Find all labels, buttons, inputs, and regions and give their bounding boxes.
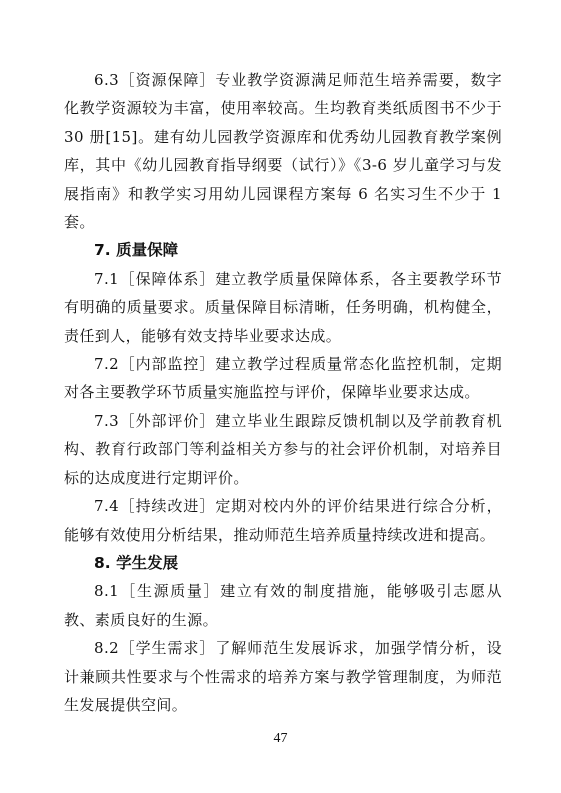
document-body: [64, 66, 502, 719]
section-heading-7: 7. 质量保障: [94, 241, 179, 260]
paragraph-7-1: 7.1［保障体系］建立教学质量保障体系，各主要教学环节有明确的质量要求。质量保障目标清晰，任务明确，机构健全，责任到人，能够有效支持毕业要求达成。: [64, 269, 502, 345]
paragraph-8-2: 8.2［学生需求］了解师范生发展诉求，加强学情分析，设计兼顾共性要求与个性需求的培养方案与教学管理制度，为师范生发展提供空间。: [64, 639, 502, 714]
paragraph-7-4: 7.4［持续改进］定期对校内外的评价结果进行综合分析，能够有效使用分析结果，推动师范生培养质量持续改进和提高。: [64, 497, 502, 544]
section-heading-8: 8. 学生发展: [94, 553, 179, 572]
paragraph-6-3: 6.3［资源保障］专业教学资源满足师范生培养需要，数字化教学资源较为丰富，使用率较高。生均教育类纸质图书不少于 30 册[15]。建有幼儿园教学资源库和优秀幼儿园教育教学案例库，其中《幼儿园教育指导纲要（试行）》《3-6 岁儿童学习与发展指南》和教学实习用幼儿园课程方案每 6 名实习生不少于 1 套。: [64, 71, 502, 232]
paragraph-7-2: 7.2［内部监控］建立教学过程质量常态化监控机制，定期对各主要教学环节质量实施监控与评价，保障毕业要求达成。: [64, 355, 502, 402]
page-number: 47: [273, 731, 288, 746]
paragraph-7-3: 7.3［外部评价］建立毕业生跟踪反馈机制以及学前教育机构、教育行政部门等利益相关方参与的社会评价机制，对培养目标的达成度进行定期评价。: [64, 411, 502, 487]
paragraph-8-1: 8.1［生源质量］建立有效的制度措施，能够吸引志愿从教、素质良好的生源。: [64, 582, 502, 629]
